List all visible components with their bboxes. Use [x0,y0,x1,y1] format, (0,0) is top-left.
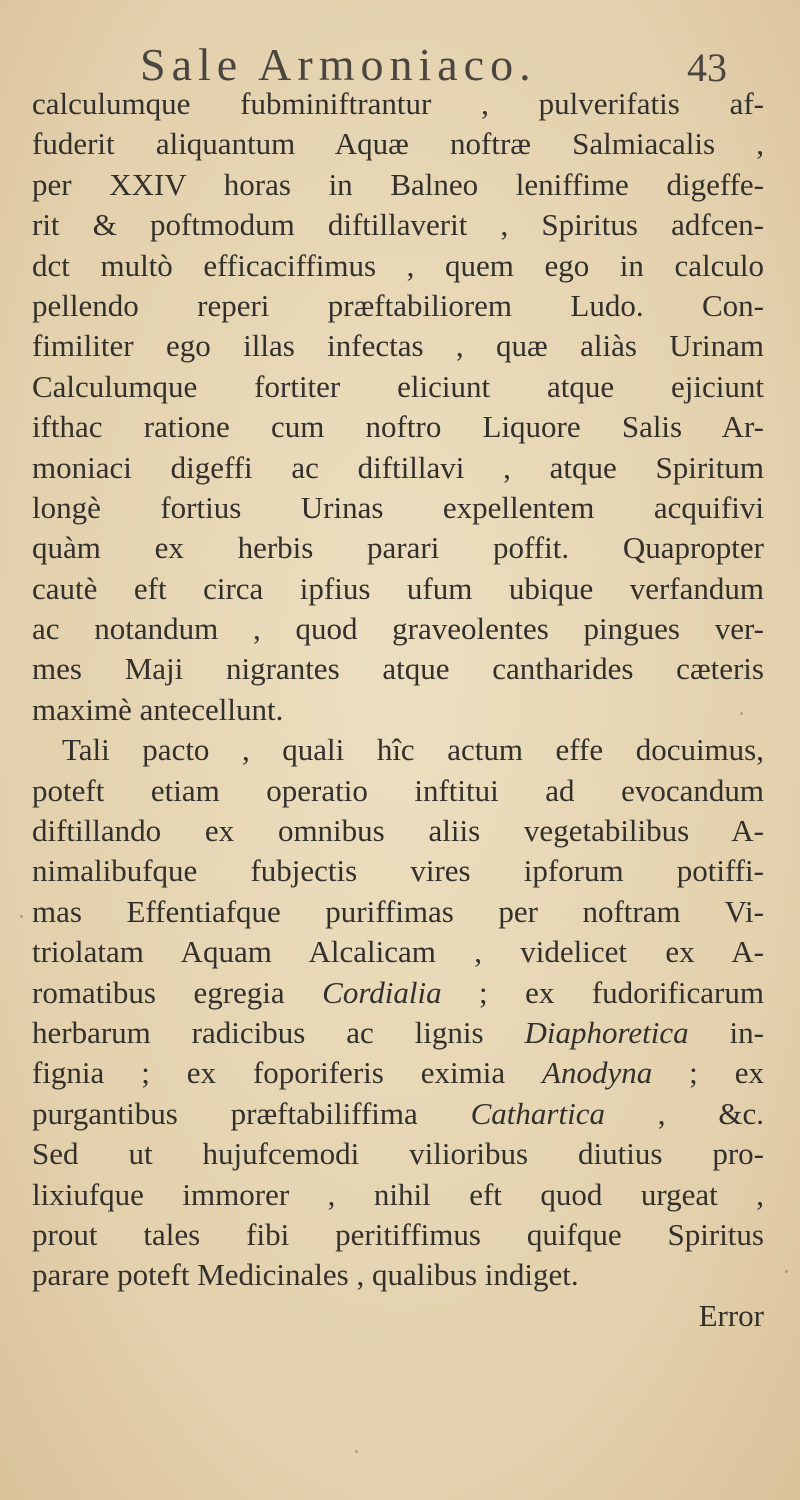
text-line [32,488,764,528]
text-line [32,1134,764,1174]
text-line [32,407,764,447]
text-segment: nimalibufque fubjectis vires ipforum potiffi- [32,853,764,889]
text-segment: in- [688,1014,764,1050]
italic-term: Cordialia [322,974,442,1010]
text-line [32,1255,764,1295]
italic-term: Cathartica [470,1095,605,1131]
text-segment: mas Effentiafque puriffimas per noftram Vi- [32,893,764,929]
paper-speck [20,915,23,918]
text-segment: poteft etiam operatio inftitui ad evocandum [32,772,764,808]
text-line [32,1175,764,1215]
text-segment: rit & poftmodum diftillaverit , Spiritus adfcen- [32,207,764,243]
text-line [32,1215,764,1255]
text-line [32,528,764,568]
text-line [32,973,764,1013]
catchword: Error [698,1297,764,1333]
paper-speck [740,712,743,715]
text-segment: Tali pacto , quali hîc actum effe docuimus, [62,732,764,768]
text-segment: mes Maji nigrantes atque cantharides cæteris [32,651,764,687]
text-line [32,609,764,649]
text-segment: fignia ; ex foporiferis eximia [32,1055,543,1091]
text-line [32,1094,764,1134]
paper-speck [785,1270,788,1273]
text-line [32,367,764,407]
text-segment: lixiufque immorer , nihil eft quod urgeat , [32,1176,764,1212]
text-segment: longè fortius Urinas expellentem acquifivi [32,489,764,525]
text-segment: fuderit aliquantum Aquæ noftræ Salmiacalis , [32,126,764,162]
text-segment: dct multò efficaciffimus , quem ego in calculo [32,247,764,283]
text-line [32,730,764,770]
text-line [32,165,764,205]
text-line [32,649,764,689]
italic-term: Anodyna [542,1055,653,1091]
text-segment: ; ex [652,1055,764,1091]
text-segment: ac notandum , quod graveolentes pingues ver- [32,611,764,647]
text-line [32,1053,764,1093]
text-segment: cautè eft circa ipfius ufum ubique verfandum [32,570,764,606]
text-line [32,124,764,164]
text-line [32,771,764,811]
text-line [32,448,764,488]
text-line [32,569,764,609]
text-line [32,1013,764,1053]
text-segment: diftillando ex omnibus aliis vegetabilibus A- [32,813,764,849]
text-segment: , &c. [604,1095,765,1131]
page-number: 43 [687,45,727,90]
text-segment: pellendo reperi præftabiliorem Ludo. Con- [32,287,764,323]
text-segment: prout tales fibi peritiffimus quifque Spiritus [32,1216,764,1252]
text-segment: maximè antecellunt. [32,691,284,727]
text-segment: per XXIV horas in Balneo leniffime digeffe- [32,166,764,202]
text-line [32,892,764,932]
text-line [32,205,764,245]
text-line [32,690,764,730]
text-segment: quàm ex herbis parari poffit. Quapropter [32,530,764,566]
text-line [32,84,764,124]
text-segment: calculumque fubminiftrantur , pulverifatis af- [32,86,764,121]
text-line [32,286,764,326]
text-segment: Sed ut hujufcemodi vilioribus diutius pro- [32,1136,764,1172]
text-segment: herbarum radicibus ac lignis [32,1014,525,1050]
text-line [32,851,764,891]
paper-speck [355,1450,358,1453]
body-text [32,84,764,1336]
text-segment: Calculumque fortiter eliciunt atque ejiciunt [32,368,764,404]
italic-term: Diaphoretica [524,1014,689,1050]
text-segment: fimiliter ego illas infectas , quæ aliàs Urinam [32,328,764,364]
text-segment: moniaci digeffi ac diftillavi , atque Spiritum [32,449,764,485]
text-line [32,811,764,851]
text-line [32,246,764,286]
text-segment: purgantibus præftabiliffima [32,1095,471,1131]
text-segment: ; ex fudorificarum [441,974,764,1010]
text-segment: triolatam Aquam Alcalicam , videlicet ex A- [32,934,764,970]
text-segment: ifthac ratione cum noftro Liquore Salis Ar- [32,409,764,445]
text-segment: parare poteft Medicinales , qualibus indiget. [32,1257,579,1293]
text-line [32,932,764,972]
text-segment: romatibus egregia [32,974,323,1010]
running-title: Sale Armoniaco. [140,39,537,90]
text-line [32,326,764,366]
